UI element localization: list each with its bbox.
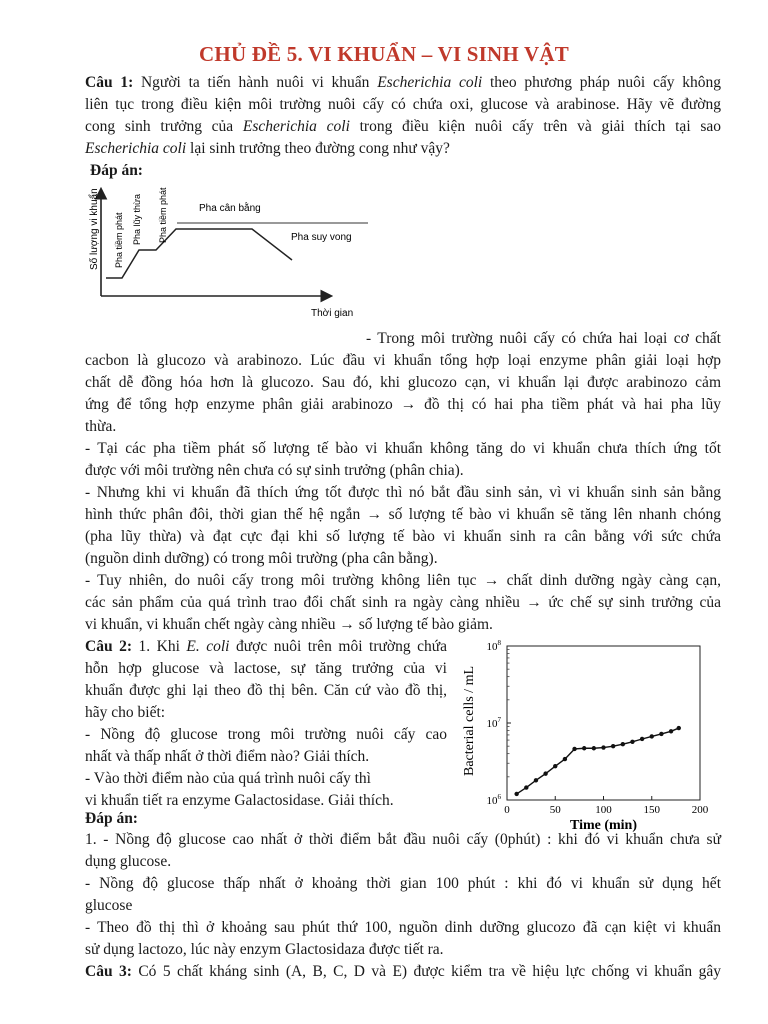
q1-species: Escherichia coli — [85, 140, 187, 157]
q1-answer-2: cacbon là glucozo và arabinozo. Lúc đầu vi khuẩn tổng hợp loại enzyme phân giải loại hợp — [85, 352, 721, 369]
series-line — [517, 728, 679, 794]
q1-answer-13: các sản phẩm của quá trình trao đổi chất sinh ra ngày càng nhiều → ức chế sự sinh trưởng của — [85, 594, 721, 611]
q1-line-2: liên tục trong điều kiện môi trường nuôi cấy có chứa oxi, glucose và arabinose. Hãy vẽ đường — [85, 96, 721, 113]
data-point — [601, 745, 605, 749]
data-point — [582, 746, 586, 750]
q1-answer-label — [90, 160, 726, 182]
q2-answer-3: - Nồng độ glucose thấp nhất ở khoảng thời gian 100 phút : khi đó vi khuẩn sử dụng hết — [85, 875, 721, 892]
q2-line-8: vi khuẩn tiết ra enzyme Galactosidase. Giải thích. — [85, 792, 394, 809]
q1-line-1 — [85, 72, 721, 94]
q1-answer-6: - Tại các pha tiềm phát số lượng tế bào vi khuẩn không tăng do vi khuẩn chưa thích ứng tốt — [85, 440, 721, 457]
q2-label: Câu 2: — [85, 638, 132, 655]
q3-text: Có 5 chất kháng sinh (A, B, C, D và E) được kiểm tra về hiệu lực chống vi khuẩn gây — [131, 963, 721, 980]
data-point — [534, 778, 538, 782]
q1-text: theo phương pháp nuôi cấy không — [482, 74, 721, 91]
data-point — [524, 785, 528, 789]
x-axis-label: Thời gian — [311, 308, 354, 319]
bacterial-growth-chart — [455, 634, 717, 833]
x-tick-label: 200 — [691, 804, 709, 816]
q2-species: E. coli — [186, 638, 230, 655]
data-point — [572, 747, 576, 751]
q2-text: được nuôi trên môi trường chứa — [229, 638, 447, 655]
data-point — [621, 742, 625, 746]
q1-text: trong điều kiện nuôi cấy trên và giải thích tại sao — [349, 118, 721, 135]
q1-answer-9: hình thức phân đôi, thời gian thế hệ ngắn → số lượng tế bào vi khuẩn sẽ tăng lên nhanh chóng — [85, 506, 721, 523]
q1-answer-4: ứng để tổng hợp enzyme phân giải arabinozo → đồ thị có hai pha tiềm phát và hai pha lũy — [85, 396, 721, 413]
data-point — [543, 771, 547, 775]
q2-line-5: - Nồng độ glucose trong môi trường nuôi cấy cao — [85, 726, 447, 743]
x-tick-label: 50 — [549, 804, 561, 816]
data-point — [514, 792, 518, 796]
chart-ylabel: Bacterial cells / mL — [462, 665, 477, 776]
q1-answer-7: được với môi trường nên chưa có sự sinh trưởng (phân chia). — [85, 462, 464, 479]
data-point — [611, 744, 615, 748]
q1-answer-12: - Tuy nhiên, do nuôi cấy trong môi trường không liên tục → chất dinh dưỡng ngày càng cạn, — [85, 572, 721, 589]
q2-line-1 — [85, 636, 447, 658]
growth-curve-diagram — [82, 182, 372, 332]
data-point — [650, 734, 654, 738]
q1-text: Người ta tiến hành nuôi vi khuẩn — [133, 74, 378, 91]
q1-line-4 — [85, 138, 721, 160]
x-tick-label: 150 — [643, 804, 660, 816]
q2-answer-5: - Theo đồ thị thì ở khoảng sau phút thứ 100, nguồn dinh dưỡng glucozo đã cạn kiệt vi khuẩn — [85, 919, 721, 936]
y-tick-label: $10^7$ — [486, 716, 501, 730]
phase-lag-1: Pha tiềm phát — [114, 212, 124, 268]
q1-line-3 — [85, 116, 721, 138]
q1-answer-14: vi khuẩn, vi khuẩn chết ngày càng nhiều → số lượng tế bào giảm. — [85, 616, 493, 633]
data-point — [659, 732, 663, 736]
q2-answer-label — [85, 808, 721, 830]
q1-answer-10: (pha lũy thừa) và đạt cực đại khi số lượng tế bào vi khuẩn sinh ra cân bằng với sức chứa — [85, 528, 721, 545]
data-point — [677, 726, 681, 730]
q1-label: Câu 1: — [85, 74, 134, 91]
data-point — [563, 757, 567, 761]
y-tick-label: $10^8$ — [486, 639, 501, 653]
q2-line-2: hỗn hợp glucose và lactose, sự tăng trưởng của vi — [85, 660, 447, 677]
q3-line-1 — [85, 961, 721, 983]
q2-answer-4: glucose — [85, 897, 133, 914]
phase-decline: Pha suy vong — [291, 232, 352, 243]
q3-label: Câu 3: — [85, 963, 132, 980]
x-tick-label: 100 — [595, 804, 612, 816]
answer-label: Đáp án: — [85, 810, 138, 827]
q1-text: lại sinh trưởng theo đường cong như vậy? — [186, 140, 450, 157]
q2-answer-1: 1. - Nồng độ glucose cao nhất ở thời điểm bắt đầu nuôi cấy (0phút) : khi đó vi khuẩn chưa sử — [85, 831, 721, 848]
data-point — [640, 737, 644, 741]
q1-species: Escherichia coli — [242, 118, 350, 135]
data-point — [630, 740, 634, 744]
phase-lag-2: Pha tiềm phát — [158, 187, 168, 243]
data-point — [553, 764, 557, 768]
q1-species: Escherichia coli — [377, 74, 483, 91]
q2-answer-2: dụng glucose. — [85, 853, 172, 870]
phase-stationary: Pha cân bằng — [199, 203, 261, 214]
answer-label: Đáp án: — [90, 162, 143, 179]
q1-answer-8: - Nhưng khi vi khuẩn đã thích ứng tốt được thì nó bắt đầu sinh sản, vì vi khuẩn sinh sản bằng — [85, 484, 721, 501]
data-point — [669, 729, 673, 733]
q1-answer-3: chất dễ đồng hóa hơn là glucozo. Sau đó, khi glucozo cạn, vi khuẩn lại được arabinozo cảm — [85, 374, 721, 391]
q2-line-7: - Vào thời điểm nào của quá trình nuôi cấy thì — [85, 770, 371, 787]
data-point — [592, 746, 596, 750]
q2-line-3: khuẩn được ghi lại theo đồ thị bên. Căn cứ vào đồ thị, — [85, 682, 447, 699]
q1-answer-5: thừa. — [85, 418, 117, 435]
page-title: CHỦ ĐỀ 5. VI KHUẨN – VI SINH VẬT — [199, 42, 569, 66]
q1-answer-11: (nguồn dinh dưỡng) có trong môi trường (pha cân bằng). — [85, 550, 438, 567]
q2-answer-6: sử dụng lactozo, lúc này enzym Glactosidaza được tiết ra. — [85, 941, 444, 958]
phase-log-1: Pha lũy thừa — [132, 193, 142, 245]
chart-frame — [507, 646, 700, 800]
q2-line-6: nhất và thấp nhất ở thời điểm nào? Giải thích. — [85, 748, 370, 765]
chart-xlabel: Time (min) — [569, 818, 638, 833]
q2-line-4: hãy cho biết: — [85, 704, 166, 721]
y-tick-label: $10^6$ — [486, 793, 501, 807]
x-tick-label: 0 — [504, 804, 510, 816]
q2-text: 1. Khi — [131, 638, 187, 655]
y-axis-label: Số lượng vi khuẩn — [89, 188, 100, 270]
q1-answer-1: - Trong môi trường nuôi cấy có chứa hai loại cơ chất — [366, 330, 721, 347]
q1-text: cong sinh trưởng của — [85, 118, 243, 135]
